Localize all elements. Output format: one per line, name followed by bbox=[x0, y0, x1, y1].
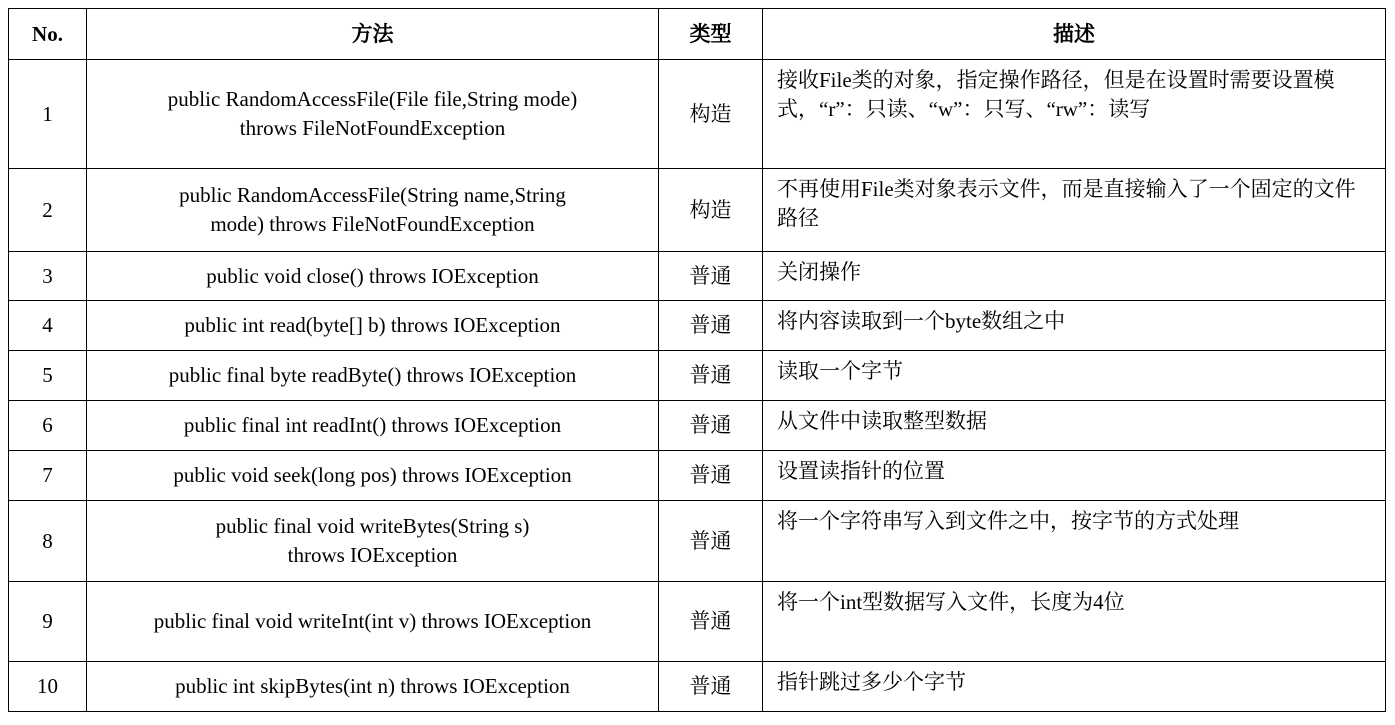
description-cell: 从文件中读取整型数据 bbox=[763, 401, 1386, 451]
type-cell: 普通 bbox=[659, 501, 763, 582]
description-cell: 不再使用File类对象表示文件，而是直接输入了一个固定的文件路径 bbox=[763, 169, 1386, 252]
table-row bbox=[9, 662, 1386, 712]
type-cell: 构造 bbox=[659, 169, 763, 252]
header-row bbox=[9, 9, 1386, 60]
row-number: 2 bbox=[9, 169, 87, 252]
description-cell: 指针跳过多少个字节 bbox=[763, 662, 1386, 712]
row-number: 6 bbox=[9, 401, 87, 451]
method-cell: public final int readInt() throws IOException bbox=[87, 401, 659, 451]
method-cell: public void seek(long pos) throws IOException bbox=[87, 451, 659, 501]
method-cell: public final void writeInt(int v) throws IOException bbox=[87, 582, 659, 662]
method-cell: public int read(byte[] b) throws IOException bbox=[87, 301, 659, 351]
type-cell: 普通 bbox=[659, 662, 763, 712]
header-no: No. bbox=[9, 9, 87, 60]
method-cell: public int skipBytes(int n) throws IOException bbox=[87, 662, 659, 712]
type-cell: 普通 bbox=[659, 582, 763, 662]
header-desc: 描述 bbox=[763, 9, 1386, 60]
table-row bbox=[9, 501, 1386, 582]
row-number: 3 bbox=[9, 252, 87, 301]
method-cell: public void close() throws IOException bbox=[87, 252, 659, 301]
table-row bbox=[9, 301, 1386, 351]
description-cell: 将一个字符串写入到文件之中，按字节的方式处理 bbox=[763, 501, 1386, 582]
table-row bbox=[9, 351, 1386, 401]
table-row bbox=[9, 451, 1386, 501]
type-cell: 普通 bbox=[659, 252, 763, 301]
header-type: 类型 bbox=[659, 9, 763, 60]
row-number: 10 bbox=[9, 662, 87, 712]
type-cell: 普通 bbox=[659, 451, 763, 501]
type-cell: 普通 bbox=[659, 351, 763, 401]
method-cell: public final void writeBytes(String s) throws IOException bbox=[87, 501, 659, 582]
method-cell: public RandomAccessFile(File file,String mode) throws FileNotFoundException bbox=[87, 60, 659, 169]
table-row bbox=[9, 252, 1386, 301]
table-row bbox=[9, 169, 1386, 252]
table-row bbox=[9, 60, 1386, 169]
row-number: 4 bbox=[9, 301, 87, 351]
method-cell: public RandomAccessFile(String name,String mode) throws FileNotFoundException bbox=[87, 169, 659, 252]
table-row bbox=[9, 401, 1386, 451]
description-cell: 设置读指针的位置 bbox=[763, 451, 1386, 501]
row-number: 1 bbox=[9, 60, 87, 169]
row-number: 8 bbox=[9, 501, 87, 582]
description-cell: 将一个int型数据写入文件，长度为4位 bbox=[763, 582, 1386, 662]
description-cell: 关闭操作 bbox=[763, 252, 1386, 301]
table-row bbox=[9, 582, 1386, 662]
row-number: 9 bbox=[9, 582, 87, 662]
type-cell: 构造 bbox=[659, 60, 763, 169]
row-number: 5 bbox=[9, 351, 87, 401]
method-cell: public final byte readByte() throws IOException bbox=[87, 351, 659, 401]
type-cell: 普通 bbox=[659, 301, 763, 351]
type-cell: 普通 bbox=[659, 401, 763, 451]
row-number: 7 bbox=[9, 451, 87, 501]
description-cell: 将内容读取到一个byte数组之中 bbox=[763, 301, 1386, 351]
header-method: 方法 bbox=[87, 9, 659, 60]
description-cell: 读取一个字节 bbox=[763, 351, 1386, 401]
method-table bbox=[8, 8, 1386, 712]
description-cell: 接收File类的对象，指定操作路径，但是在设置时需要设置模式，“r”：只读、“w”：只写、“rw”：读写 bbox=[763, 60, 1386, 169]
